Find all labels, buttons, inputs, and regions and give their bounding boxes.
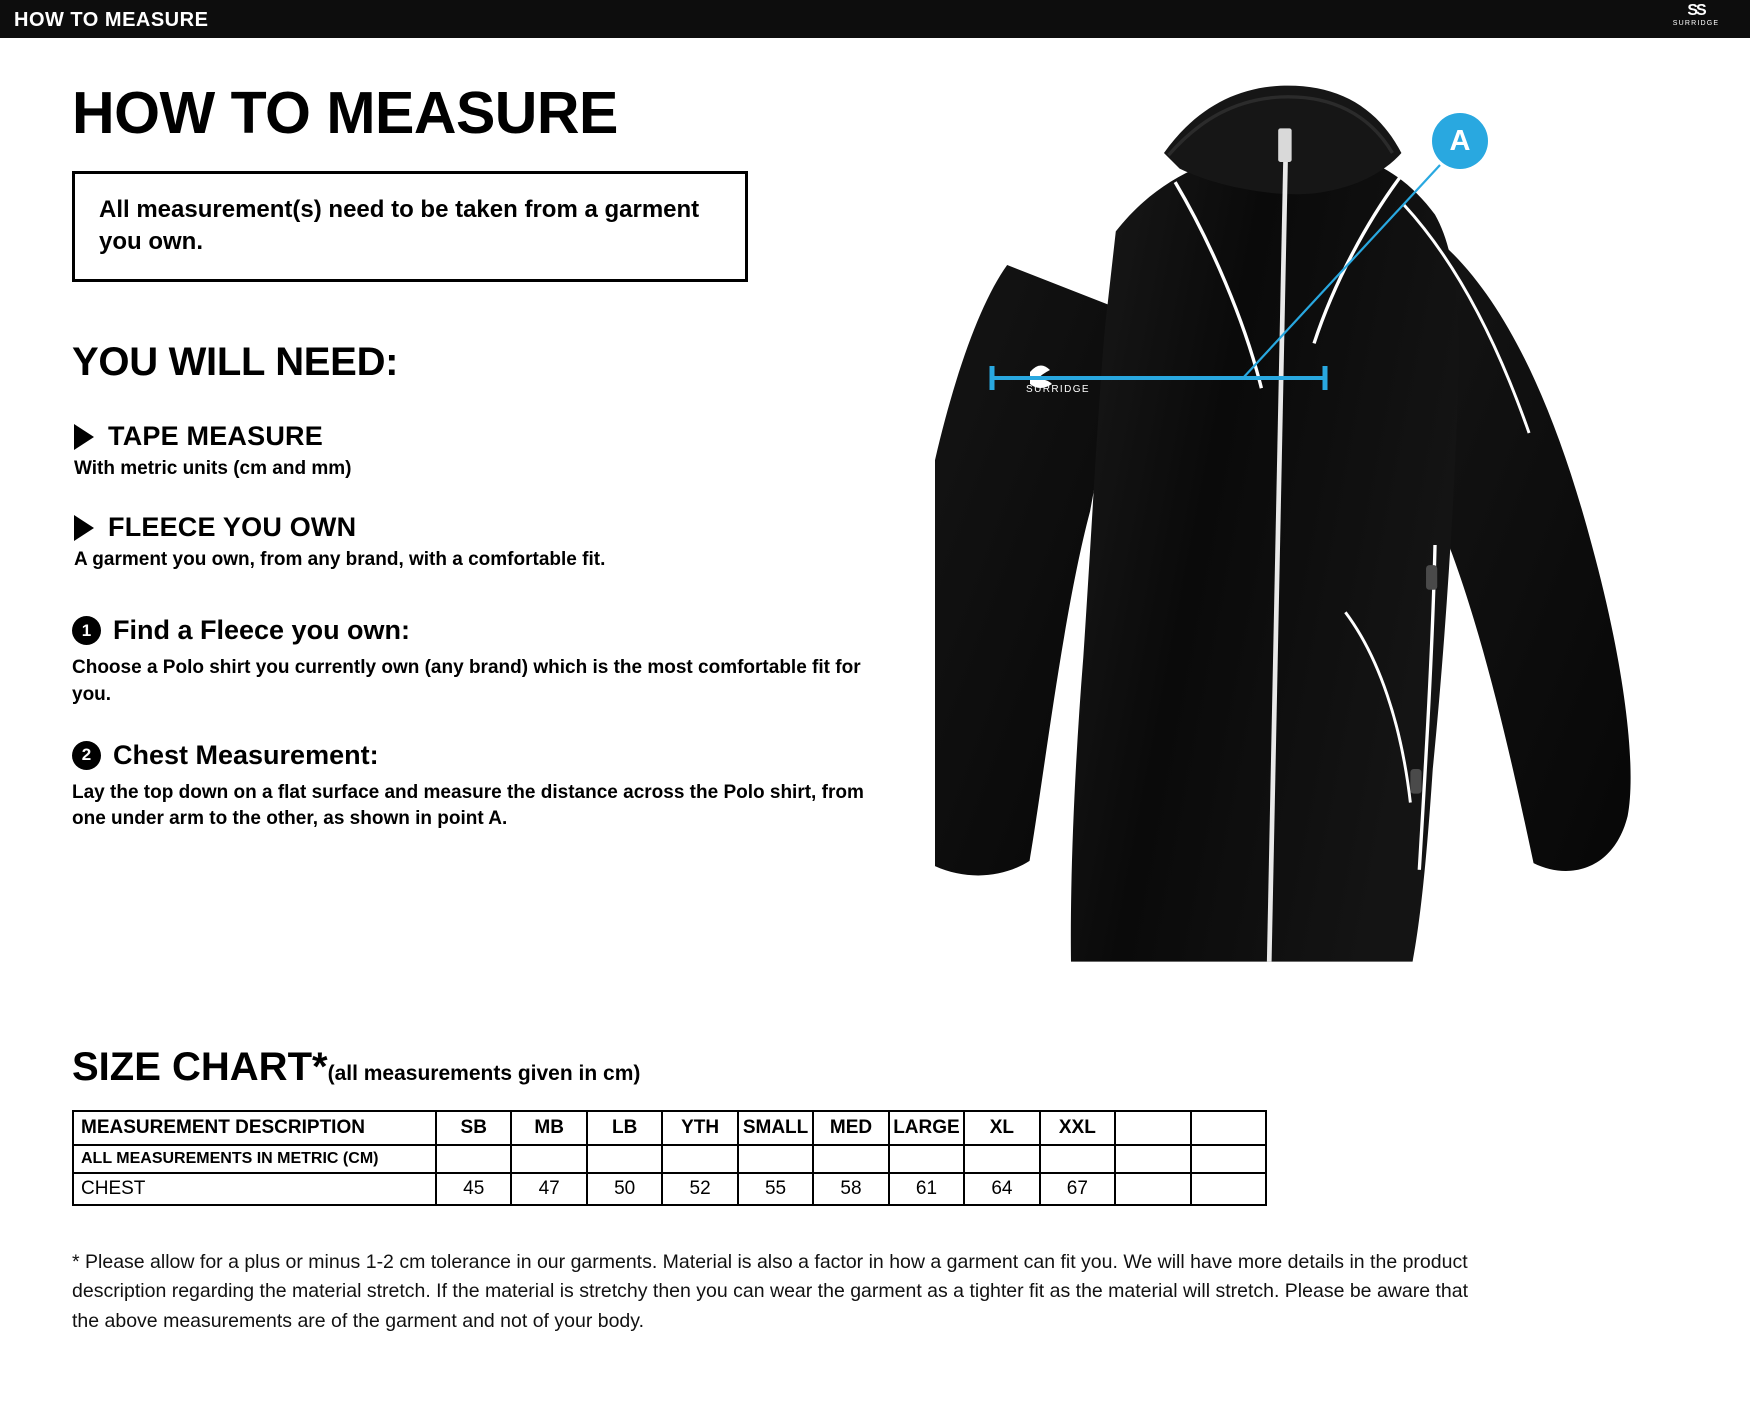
table-cell — [1191, 1145, 1266, 1173]
need-item-fleece — [72, 512, 912, 571]
brand-logo — [1660, 3, 1732, 29]
table-header-cell — [1115, 1111, 1190, 1145]
table-header-cell: LB — [587, 1111, 662, 1145]
table-cell: 61 — [889, 1173, 964, 1205]
triangle-bullet-icon — [74, 515, 94, 541]
table-cell — [511, 1145, 586, 1173]
step-body: Lay the top down on a flat surface and measure the distance across the Polo shirt, from one under arm to the other, as shown in point A. — [72, 781, 864, 829]
step-heading-row — [72, 615, 912, 646]
svg-text:SURRIDGE: SURRIDGE — [1026, 384, 1090, 395]
table-cell: 52 — [662, 1173, 737, 1205]
need-heading-row — [72, 512, 912, 543]
table-header-cell: MED — [813, 1111, 888, 1145]
table-cell: 45 — [436, 1173, 511, 1205]
table-cell: 50 — [587, 1173, 662, 1205]
step-number-badge: 2 — [72, 741, 101, 770]
need-subtext: With metric units (cm and mm) — [74, 458, 352, 480]
table-row — [73, 1145, 1266, 1173]
table-cell: 55 — [738, 1173, 813, 1205]
you-will-need-title: YOU WILL NEED: — [72, 340, 399, 385]
table-header-cell: LARGE — [889, 1111, 964, 1145]
need-item-tape-measure — [72, 421, 912, 480]
brand-logo-wordmark: SURRIDGE — [1672, 20, 1720, 27]
table-cell — [1191, 1173, 1266, 1205]
step-number-badge: 1 — [72, 616, 101, 645]
header-title: HOW TO MEASURE — [14, 9, 209, 31]
table-header-cell — [1191, 1111, 1266, 1145]
brand-logo-mark: SS — [1687, 2, 1705, 19]
table-header-cell: SMALL — [738, 1111, 813, 1145]
step-heading: Find a Fleece you own: — [113, 615, 411, 646]
table-cell: 47 — [511, 1173, 586, 1205]
need-heading: TAPE MEASURE — [108, 421, 323, 452]
table-cell — [813, 1145, 888, 1173]
step-heading: Chest Measurement: — [113, 739, 379, 770]
page-header-bar — [0, 0, 1750, 38]
size-chart-title-note: (all measurements given in cm) — [327, 1062, 641, 1085]
table-header-cell: XL — [964, 1111, 1039, 1145]
table-header-cell: SB — [436, 1111, 511, 1145]
table-cell — [1040, 1145, 1115, 1173]
table-header-cell: XXL — [1040, 1111, 1115, 1145]
table-cell — [587, 1145, 662, 1173]
table-cell — [738, 1145, 813, 1173]
steps-list — [72, 615, 912, 832]
table-cell: 58 — [813, 1173, 888, 1205]
need-heading-row — [72, 421, 912, 452]
table-cell — [1115, 1173, 1190, 1205]
instructions-column — [72, 80, 912, 864]
table-header-cell: MB — [511, 1111, 586, 1145]
table-cell — [964, 1145, 1039, 1173]
need-heading: FLEECE YOU OWN — [108, 512, 357, 543]
callout-badge-a: A — [1432, 113, 1488, 169]
notice-text: All measurement(s) need to be taken from a garment you own. — [99, 196, 700, 255]
step-body: Choose a Polo shirt you currently own (any brand) which is the most comfortable fit for you. — [72, 657, 861, 705]
garment-illustration — [935, 60, 1725, 1020]
notice-box — [72, 171, 748, 282]
table-header-cell: MEASUREMENT DESCRIPTION — [73, 1111, 436, 1145]
row-label: CHEST — [73, 1173, 436, 1205]
size-chart-table — [72, 1110, 1267, 1206]
table-header-row — [73, 1111, 1266, 1145]
table-cell: 64 — [964, 1173, 1039, 1205]
fleece-jacket-image — [935, 60, 1725, 1020]
table-header-cell: YTH — [662, 1111, 737, 1145]
table-cell: 67 — [1040, 1173, 1115, 1205]
triangle-bullet-icon — [74, 424, 94, 450]
table-row — [73, 1173, 1266, 1205]
size-chart-section — [72, 1045, 1682, 1206]
step-1 — [72, 615, 912, 707]
footnote-text: * Please allow for a plus or minus 1-2 cm tolerance in our garments. Material is also a factor in how a garment can fit you. We will have more details in the product description regarding the material stretch. If the material is stretchy then you can wear the garment as a tighter fit as the material will stretch. Please be aware that the above measurements are of the garment and not of your body. — [72, 1251, 1469, 1332]
size-chart-title-main: SIZE CHART* — [72, 1045, 328, 1089]
row-label: ALL MEASUREMENTS IN METRIC (CM) — [73, 1145, 436, 1173]
table-cell — [662, 1145, 737, 1173]
size-chart-title — [72, 1045, 1682, 1090]
table-cell — [889, 1145, 964, 1173]
step-2 — [72, 740, 912, 832]
need-subtext: A garment you own, from any brand, with a comfortable fit. — [74, 549, 606, 571]
table-cell — [436, 1145, 511, 1173]
table-cell — [1115, 1145, 1190, 1173]
step-heading-row — [72, 740, 912, 771]
page-title: HOW TO MEASURE — [72, 80, 618, 146]
